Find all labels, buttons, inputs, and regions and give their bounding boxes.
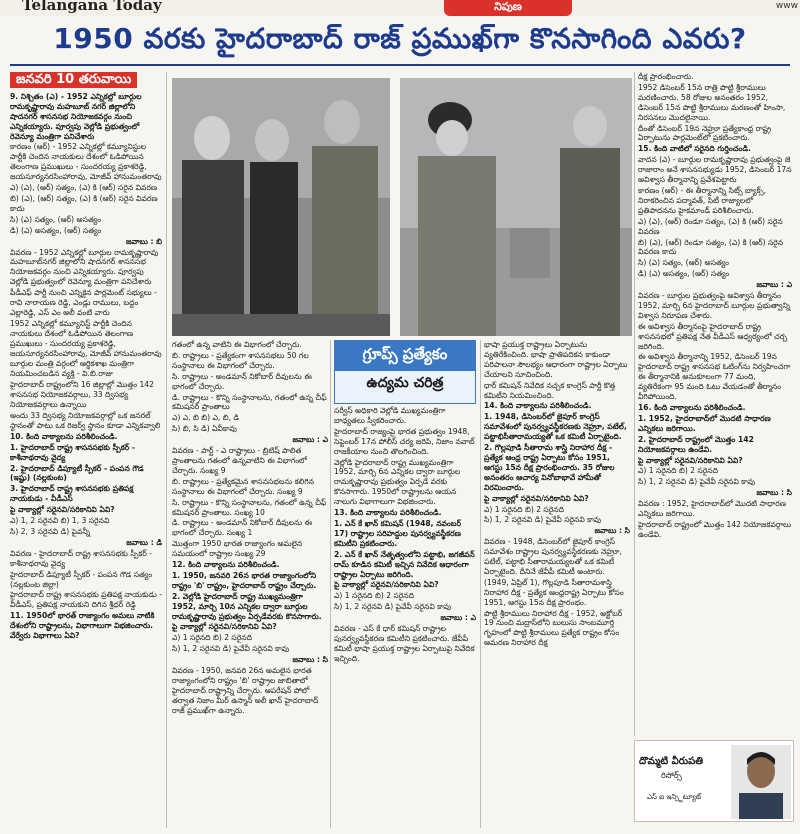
site-url[interactable]: www <box>775 1 798 11</box>
article-paragraph: సి) 1, 2 సరైనవి డి) పైవేవీ సరైనవి కావు <box>638 477 756 487</box>
article-paragraph: సి) 2, 3 సరైనవి డి) పైవన్నీ <box>10 526 91 536</box>
banner-subtitle: ఉద్యమ చరిత్ర <box>366 375 444 391</box>
article-paragraph: 1952 ఎన్నికల్లో కమ్యూనిస్ట్ పార్టీకి చెందిన నాయకులు దేశంలో ఓడిపోయిన తెలంగాణ ప్రముఖులు - సుందరయ్య ప్రకాశరెడ్డి, జయసూర్య‌నరసింహారావు, మోజీవ్ హానుమంతరావు <box>10 318 162 358</box>
article-paragraph: జవాబు : సి <box>292 655 328 665</box>
article-paragraph: బి. రాష్ట్రాలు - ప్రత్యేకమైన శాసనసభలను కలిగిన సంస్థానాలు ఈ విభాగంలో చేర్చారు. సంఖ్య 9 <box>172 476 314 496</box>
article-paragraph: కారణం (ఆర్) - 1952 ఎన్నికల్లో కమ్యూనిస్టుల పార్టీకి చెందిన నాయకులు దేశంలో ఓడిపోయిన తెలంగాణ ప్రముఖులు - సుందరయ్య ప్రకాశరెడ్డి, జయసూర్య‌నరసింహారావు, మోజీవ్ హానుమంతరావు <box>10 142 162 182</box>
article-paragraph: వివరణ - 1952 ఎన్నికల్లో బూర్గుల రామకృష్ణారావు మహబూబ్‌నగర్ జిల్లాలోని షాదనగర్ శాసనసభ నియోజకవర్గం నుంచి ఎన్నికయ్యారు. పూర్వపు వెల్లోడి ప్రభుత్వంలో రెవెన్యూ మంత్రిగా పనిచేశారు <box>10 247 159 287</box>
article-paragraph: (1949, ఏప్రిల్ 1), గొల్లపూడి సీతారామశాస్త్రి నిరాహార దీక్ష - ప్రత్యేక ఆంధ్రరాష్ట్ర ఏర్పాటు కోసం 1951, ఆగస్టు 15న దీక్ష ప్రారంభం. <box>484 577 624 607</box>
article-paragraph: వివరణ : 1952, హైదరాబాద్‌లో మొదటి సాధారణ ఎన్నికలు జరిగాయి. <box>638 499 786 519</box>
article-paragraph: జవాబు : ఎ <box>756 280 792 290</box>
historical-photo-left <box>172 78 390 336</box>
article-paragraph: ఎ) ఎ, బి బి) ఎ, బి, డి <box>172 413 240 423</box>
article-paragraph: ఈ అవిశ్వాస తీర్మానంపై హైదరాబాద్ రాష్ట్ర శాసనసభలో ప్రతిపక్ష నేత వీడీఎస్ ఆధ్వర్యంలో చర్చ జరిగింది. <box>638 321 788 351</box>
article-paragraph: ఎ) 1, 2 సరైనవి బి) 1, 3 సరైనవి <box>10 516 110 526</box>
article-paragraph: సి. రాష్ట్రాలు - కొన్ని సంస్థానాలను, గతంలో ఉన్న చీఫ్ కమిషనర్ ప్రాంతాలు. సంఖ్య 10 <box>172 497 327 517</box>
banner-title: గ్రూప్స్ ప్రత్యేకం <box>335 341 475 371</box>
article-paragraph: జవాబు : ఎ <box>292 435 328 445</box>
article-paragraph: ఈ అవిశ్వాస తీర్మానాన్ని 1952, డిసెంబర్ 19న హైదరాబాద్ రాష్ట్ర శాసనసభ ఓటింగ్‌ను నిర్వహించగా ఈ తీర్మానానికి అనుకూలంగా 77 మంది, వ్యతిరేకంగా 95 మంది ఓటు వేయడంతో తీర్మానం వీగిపోయింది. <box>638 352 791 402</box>
article-paragraph: పై వాక్యాల్లో సరైనవి/సరికానివి ఏవి? <box>334 580 439 590</box>
article-paragraph: 11. 1950లో భారత్ రాజ్యాంగం అమలు నాటికి దేశంలోని రాష్ట్రాలను, విభాగాలుగా విభజించారు. వేర్వేరు విభాగాలు ఏవి? <box>10 611 155 641</box>
author-box <box>634 740 794 822</box>
article-paragraph: 13. కింది వాక్యాలను పరిశీలించండి. <box>334 508 442 518</box>
article-paragraph: మొత్తంగా 1950 భారత రాజ్యాంగం అమలైన సమయంలో రాష్ట్రాల సంఖ్య 29 <box>172 539 303 559</box>
article-paragraph: 10. కింది వాక్యాలను పరిశీలించండి. <box>10 431 118 441</box>
article-paragraph: డి) (ఎ) అసత్యం, (ఆర్) సత్యం <box>10 225 102 235</box>
article-paragraph: సి) (ఎ) సత్యం, (ఆర్) అసత్యం <box>638 258 729 268</box>
brand-logo: Telangana Today <box>22 0 162 14</box>
column-2-text <box>172 340 328 716</box>
article-paragraph: పై వాక్యాల్లో సరైనవి/సరికానివి ఏవి? <box>638 455 743 465</box>
article-paragraph: 2. వెల్లోడి హైదరాబాద్ రాష్ట్ర ముఖ్యమంత్రిగా 1952, మార్చి 10న ఎన్నికల ద్వారా బూర్గుల రామకృష్ణారావు ప్రభుత్వం ఏర్పడేవరకు కొనసాగారు. <box>172 591 322 621</box>
title-divider <box>10 64 790 66</box>
article-paragraph: అందు 33 ద్విసభ్య నియోజకవర్గాల్లో ఒక జనరల్ స్థానంతో పాటు ఒక రిజర్వ్ స్థానం కూడా ఎన్నికవ్వాలి <box>10 411 161 430</box>
article-paragraph: ఎ) 1 సరైనది బి) 2 సరైనది <box>638 466 718 476</box>
article-paragraph: 2. ఎన్ కే ఖాన్ నేతృత్వంలోని పట్టాభి, జగజీవన్ రామ్ కూడిన కమిటీ ఇచ్చిన నివేదిక ఆధారంగా రాష్ట్రాల ఏర్పాటు జరిగింది. <box>334 549 475 579</box>
author-name: దొమ్మటి వీరుపతి <box>639 756 704 767</box>
section-label: జనవరి 10 తరువాయి <box>10 72 137 88</box>
article-paragraph: డి) (ఎ) అసత్యం, (ఆర్) సత్యం <box>638 269 730 279</box>
article-paragraph: 1. హైదరాబాద్ రాష్ట్ర శాసనసభకు స్పీకర్ - కాశీనాథరావు వైద్య <box>10 442 136 462</box>
article-paragraph: పొట్టి శ్రీరాములు నిరాహార దీక్ష - 1952, అక్టోబర్ 19 నుంచి మద్రాస్‌లోని బులుసు సాంబమూర్తి గృహంలో పొట్టి శ్రీరాములు ప్రత్యేక రాష్ట్రం కోసం ఆమరణ నిరాహార దీక్ష <box>484 608 623 648</box>
column-divider <box>480 340 481 828</box>
column-4 <box>484 340 630 828</box>
article-paragraph: ఎ) 1 సరైనది బి) 2 సరైనది <box>484 504 564 514</box>
column-3 <box>334 406 476 828</box>
article-paragraph: వివరణ - 1948, డిసెంబర్‌లో జైపూర్ కాంగ్రెస్ సమావేశం రాష్ట్రాల పునర్వ్యవస్థీకరణకు నెహ్రూ, పటేల్, పట్టాభి సీతారామయ్యలతో ఒక కమిటీ ఏర్పాటైంది. దీనినే జేవీపీ కమిటీ అంటారు. <box>484 537 622 576</box>
column-divider <box>634 72 635 736</box>
column-2 <box>172 340 328 828</box>
article-paragraph: పై వాక్యాల్లో సరైనవి/సరికానివి ఏవి? <box>172 622 277 632</box>
article-paragraph: హైదరాబాద్ రాష్ట్రంలో మొత్తం 142 నియోజకవర్గాలు ఉండేవి. <box>638 519 791 539</box>
article-paragraph: 12. కింది వాక్యాలను పరిశీలించండి. <box>172 560 280 570</box>
article-paragraph: జవాబు : ఎ <box>440 613 476 623</box>
article-paragraph: జవాబు : సి <box>594 526 630 536</box>
article-paragraph: పీడీఎఫ్ పార్టీ నుంచి ఎన్నికైన పార్లమెంట్ సభ్యులు - రావి నారాయణ రెడ్డి, ఎండ్లు రాములు, బద్దం ఎల్లారెడ్డి, ఎస్ ఎం అలీ వంటి వారు <box>10 288 157 317</box>
article-paragraph: హైదరాబాద్ రాష్ట్ర శాసనసభకు ప్రతిపక్ష నాయకుడు - వీడీఎస్, ప్రతిపక్ష నాయకుని దిగిన శ్రీధర్ రెడ్డి <box>10 590 162 610</box>
column-3-text <box>334 406 476 664</box>
column-5 <box>638 72 792 736</box>
article-paragraph: దీంతో డిసెంబర్ 19న నెహ్రూ ప్రత్యేకాంధ్ర రాష్ట్ర ఏర్పాటును పార్లమెంట్‌లో ప్రకటించారు. <box>638 123 771 143</box>
article-paragraph: ఎ) (ఎ), (ఆర్) రెండూ సత్యం, (ఎ) కి (ఆర్) సరైన వివరణ <box>638 216 783 236</box>
groups-special-banner <box>334 340 476 404</box>
article-paragraph: జవాబు : బి <box>125 236 162 246</box>
article-paragraph: వివరణ - హైదరాబాద్ రాష్ట్ర శాసనసభకు స్పీకర్ - కాశీనాథరావు వైద్య <box>10 548 153 568</box>
article-paragraph: బూర్గుల మంత్రి వర్గంలో ఆర్థికశాఖ మంత్రిగా నియమించబడిన వ్యక్తి - వి.బి.రాజు <box>10 359 135 379</box>
article-paragraph: వివరణ - ఎస్ కే ధార్ కమిషన్ రాష్ట్రాల పునర్వ్యవస్థీకరణ కమిటీని ప్రకటించారు. జేవీపీ కమిటీ భాషా ప్రయుక్త రాష్ట్రాల ఏర్పాటుపై నివేదిక ఇచ్చింది. <box>334 624 475 663</box>
article-paragraph: 1. ఎన్ కే ఖాన్ కమిషన్ (1948, నవంబర్ 17) రాష్ట్రాల సరిహద్దుల పునర్వ్యవస్థీకరణ కమిటీని ప్రకటించారు. <box>334 518 461 548</box>
article-paragraph: జవాబు : సి <box>756 488 792 498</box>
page-title: 1950 వరకు హైదరాబాద్ రాజ్ ప్రముఖ్‌గా కొనసాగింది ఎవరు? <box>53 22 747 55</box>
article-paragraph: 9. నిశ్చితం (ఎ) - 1952 ఎన్నికల్లో బూర్గుల రామకృష్ణారావు మహబూబ్ నగర్ జిల్లాలోని షాదనగర్ శాసనసభ నియోజకవర్గం నుంచి ఎన్నికయ్యారు. పూర్వపు వెల్లోడి ప్రభుత్వంలో రెవెన్యూ మంత్రిగా పనిచేశారు <box>10 91 142 141</box>
article-paragraph: ఎ) (ఎ), (ఆర్) సత్యం, (ఎ) కి (ఆర్) సరైన వివరణ <box>10 183 158 193</box>
article-paragraph: డి. రాష్ట్రాలు - కొన్ని సంస్థానాలను, గతంలో ఉన్న చీఫ్ కమిషనర్ ప్రాంతాలు <box>172 392 327 412</box>
article-paragraph: 2. హైదరాబాద్ రాష్ట్రంలో మొత్తం 142 నియోజకవర్గాలు ఉండేవి. <box>638 434 754 454</box>
article-paragraph: 1. 1950, జనవరి 26న భారత రాజ్యాంగంలోని రాష్ట్రం 'బి' రాష్ట్రం, హైదరాబాద్‌ రాష్ట్రం చేర్చారు. <box>172 570 317 590</box>
article-paragraph: పై వాక్యాల్లో సరైనవి/సరికానివి ఏవి? <box>10 505 115 515</box>
author-photo <box>731 745 791 819</box>
article-paragraph: 1952 డిసెంబర్ 15న రాత్రి పొట్టి శ్రీరాములు మరణించారు. 58 రోజుల అనంతరం 1952, డిసెంబర్ 15న పొట్టి శ్రీరాములు మరణంతో హింసా, నిరసనలు మొదలైనాయి. <box>638 82 786 122</box>
article-paragraph: ధార్ కమిషన్ నివేదిక నచ్చక కాంగ్రెస్ పార్టీ కొత్త కమిటీని నియమించింది. <box>484 380 616 400</box>
article-paragraph: సి) 1, 2 సరైనవి డి) పైవేవీ సరైనవి కావు <box>172 644 290 654</box>
article-paragraph: వివరణ - పార్ట్ - ఎ రాష్ట్రాలు - బ్రిటిష్ పాలిత ప్రాంతాలను గతంలో ఉన్నవాటిని ఈ విభాగంలో చేర్చారు. సంఖ్య 9 <box>172 446 307 475</box>
article-paragraph: హైదరాబాద్ డిప్యూటీ స్పీకర్ - పంపన గౌడ సత్యం (నల్లకుంట జిల్లా) <box>10 569 153 589</box>
article-paragraph: బి) (ఎ), (ఆర్) సత్యం, (ఎ) కి (ఆర్) సరైన వివరణ కాదు <box>10 193 158 213</box>
column-1-text <box>10 92 162 641</box>
article-paragraph: 14. కింది వాక్యాలను పరిశీలించండి. <box>484 401 592 411</box>
column-divider <box>330 340 331 828</box>
author-role: రిసోర్స్ <box>661 771 682 780</box>
article-paragraph: 1. 1952, హైదరాబాద్‌లో మొదటి సాధారణ ఎన్నికలు జరిగాయి. <box>638 413 771 433</box>
article-paragraph: వెల్లోడి హైదరాబాద్ రాష్ట్ర ముఖ్యమంత్రిగా 1952, మార్చి 6న ఎన్నికల ద్వారా బూర్గుల రామకృష్ణారావు ప్రభుత్వం ఏర్పడే వరకు కొనసాగారు. 1950లో రాష్ట్రాలను ఆయన నాలుగు విభాగాలుగా విభజించారు. <box>334 457 461 507</box>
article-paragraph: కారణం (ఆర్) - ఈ తీర్మానాన్ని సిట్స్ బ్యాక్స్, నిరాకరించిన పద్మావత్, సిటీ రాజ్యాలలో ప్రతిపాదనను హైకమాండ్ పరిశీలించారు. <box>638 185 767 215</box>
article-paragraph: సి) (ఎ) సత్యం, (ఆర్) అసత్యం <box>10 214 101 224</box>
article-paragraph: 3. హైదరాబాద్ రాష్ట్ర శాసనసభకు ప్రతిపక్ష నాయకుడు - వీడీఎస్ <box>10 484 134 504</box>
article-paragraph: వాదన (ఎ) - బూర్గుల రామకృష్ణారావు ప్రభుత్వంపై జె రాజారాం అనే శాసనసభ్యుడు 1952, డిసెంబర్ 17న అవిశ్వాస తీర్మానాన్ని ప్రవేశపెట్టారు <box>638 155 792 185</box>
article-paragraph: హైదరాబాద్ రాష్ట్రంలోని 16 జిల్లాల్లో మొత్తం 142 శాసనసభ నియోజకవర్గాలు, 33 ద్విసభ్య నియోజకవర్గాలు ఉన్నాయి <box>10 380 154 410</box>
article-paragraph: డి. రాష్ట్రాలు - అండమాన్ నికోబార్ దీవులను ఈ భాగంలో చేర్చారు. సంఖ్య 1 <box>172 518 313 538</box>
article-paragraph: గతంలో ఉన్న వాటిని ఈ విభాగంలో చేర్చారు. <box>172 340 302 349</box>
article-paragraph: ఎ) 1 సరైనది బి) 2 సరైనది <box>334 591 414 601</box>
article-paragraph: సి) బి, సి డి) ఏవీకావు <box>172 424 237 434</box>
article-paragraph: దీక్ష ప్రారంభించారు. <box>638 72 694 81</box>
historical-photo-right <box>400 78 632 336</box>
article-paragraph: 2. గొల్లపూడి సీతారామ శాస్త్రి నిరాహార దీక్ష - ప్రత్యేక ఆంధ్ర రాష్ట్ర ఏర్పాటు కోసం 1951, ఆగస్టు 15న దీక్ష ప్రారంభించారు. 35 రోజుల అనంతరం ఆచార్య వినోబాభావే హామీతో విరమించారు. <box>484 443 615 492</box>
article-paragraph: హైదరాబాద్ రాజ్యంపై భారత ప్రభుత్వం 1948, సెప్టెంబర్ 17న పోలీస్ చర్య జరిపి, నిజాం నవాబ్ రాజకీయాల నుంచి తొలగించింది. <box>334 426 475 456</box>
column-5-text <box>638 72 792 540</box>
article-paragraph: బి. రాష్ట్రాలు - ప్రత్యేకంగా శాసనసభలు 50 గల సంస్థానాలు ఈ విభాగంలో చేర్చారు. <box>172 350 309 370</box>
article-paragraph: భాషా ప్రయుక్త రాష్ట్రాలు ఏర్పాటును వ్యతిరేకించింది. భాషా ప్రాతిపదికన కాకుండా పరిపాలనా సౌలభ్యం ఆధారంగా రాష్ట్రాల ఏర్పాటు చేయాలని సూచించింది. <box>484 340 628 379</box>
article-paragraph: సర్వీస్ అధికారి వెల్లోడి ముఖ్యమంత్రిగా బాధ్యతలు స్వీకరించారు. <box>334 406 446 425</box>
column-1 <box>10 72 162 828</box>
author-org: ఎస్ ఐ ఇన్స్టిట్యూట్ <box>647 793 702 801</box>
section-tab: నిపుణ <box>444 0 572 16</box>
article-paragraph: ఎ) 1 సరైనది బి) 2 సరైనది <box>172 633 252 643</box>
article-paragraph: 2. హైదరాబాద్ డిప్యూటీ స్పీకర్ - పంపన గౌడ (ఇష్టు) (నల్లకుంట) <box>10 463 144 483</box>
article-paragraph: సి) 1, 2 సరైనవి డి) పైవేవీ సరైనవి కావు <box>484 515 602 525</box>
article-paragraph: బి) (ఎ), (ఆర్) రెండూ సత్యం, (ఎ) కి (ఆర్) సరైన వివరణ కాదు <box>638 237 784 257</box>
article-paragraph: 15. కింది వాటిలో సరైనది గుర్తించండి. <box>638 144 751 154</box>
article-paragraph: 1. 1948, డిసెంబర్‌లో జైపూర్ కాంగ్రెస్ సమావేశంలో పునర్వ్యవస్థీకరణకు నెహ్రూ, పటేల్, పట్టాభిసీతారామయ్యతో ఒక కమిటీ ఏర్పాటైంది. <box>484 412 627 442</box>
masthead <box>0 0 800 16</box>
article-paragraph: జవాబు : డి <box>126 537 162 547</box>
column-divider <box>166 72 167 828</box>
article-paragraph: సి. రాష్ట్రాలు - అండమాన్ నికోబార్ దీవులను ఈ భాగంలో చేర్చారు. <box>172 371 312 391</box>
article-paragraph: పై వాక్యాల్లో సరైనవి/సరికానివి ఏవి? <box>484 493 589 503</box>
article-paragraph: 16. కింది వాక్యాలను పరిశీలించండి. <box>638 403 746 412</box>
article-paragraph: వివరణ - బూర్గుల ప్రభుత్వంపై అవిశ్వాస తీర్మానం 1952, మార్చి 6న హైదరాబాద్ బూర్గుల ప్రభుత్వాన్ని విశ్వాస నిరూపణ చేశారు. <box>638 291 791 320</box>
column-4-text <box>484 340 630 648</box>
article-paragraph: వివరణ - 1950, జనవరి 26న అమలైన భారత రాజ్యాంగంలోని రాష్ట్రం 'బి' రాష్ట్రాల జాబితాలో హైదరాబాద్ రాష్ట్రాన్ని చేర్చారు. ఆపరేషన్ పోలో తర్వాత నిజాం మీర్ ఉస్మాన్ అలీ ఖాన్ హైదరాబాద్ రాజ్ ప్రముఖ్‌గా ఉన్నారు. <box>172 666 319 715</box>
article-paragraph: సి) 1, 2 సరైనవి డి) పైవేవీ సరైనవి కావు <box>334 602 452 612</box>
